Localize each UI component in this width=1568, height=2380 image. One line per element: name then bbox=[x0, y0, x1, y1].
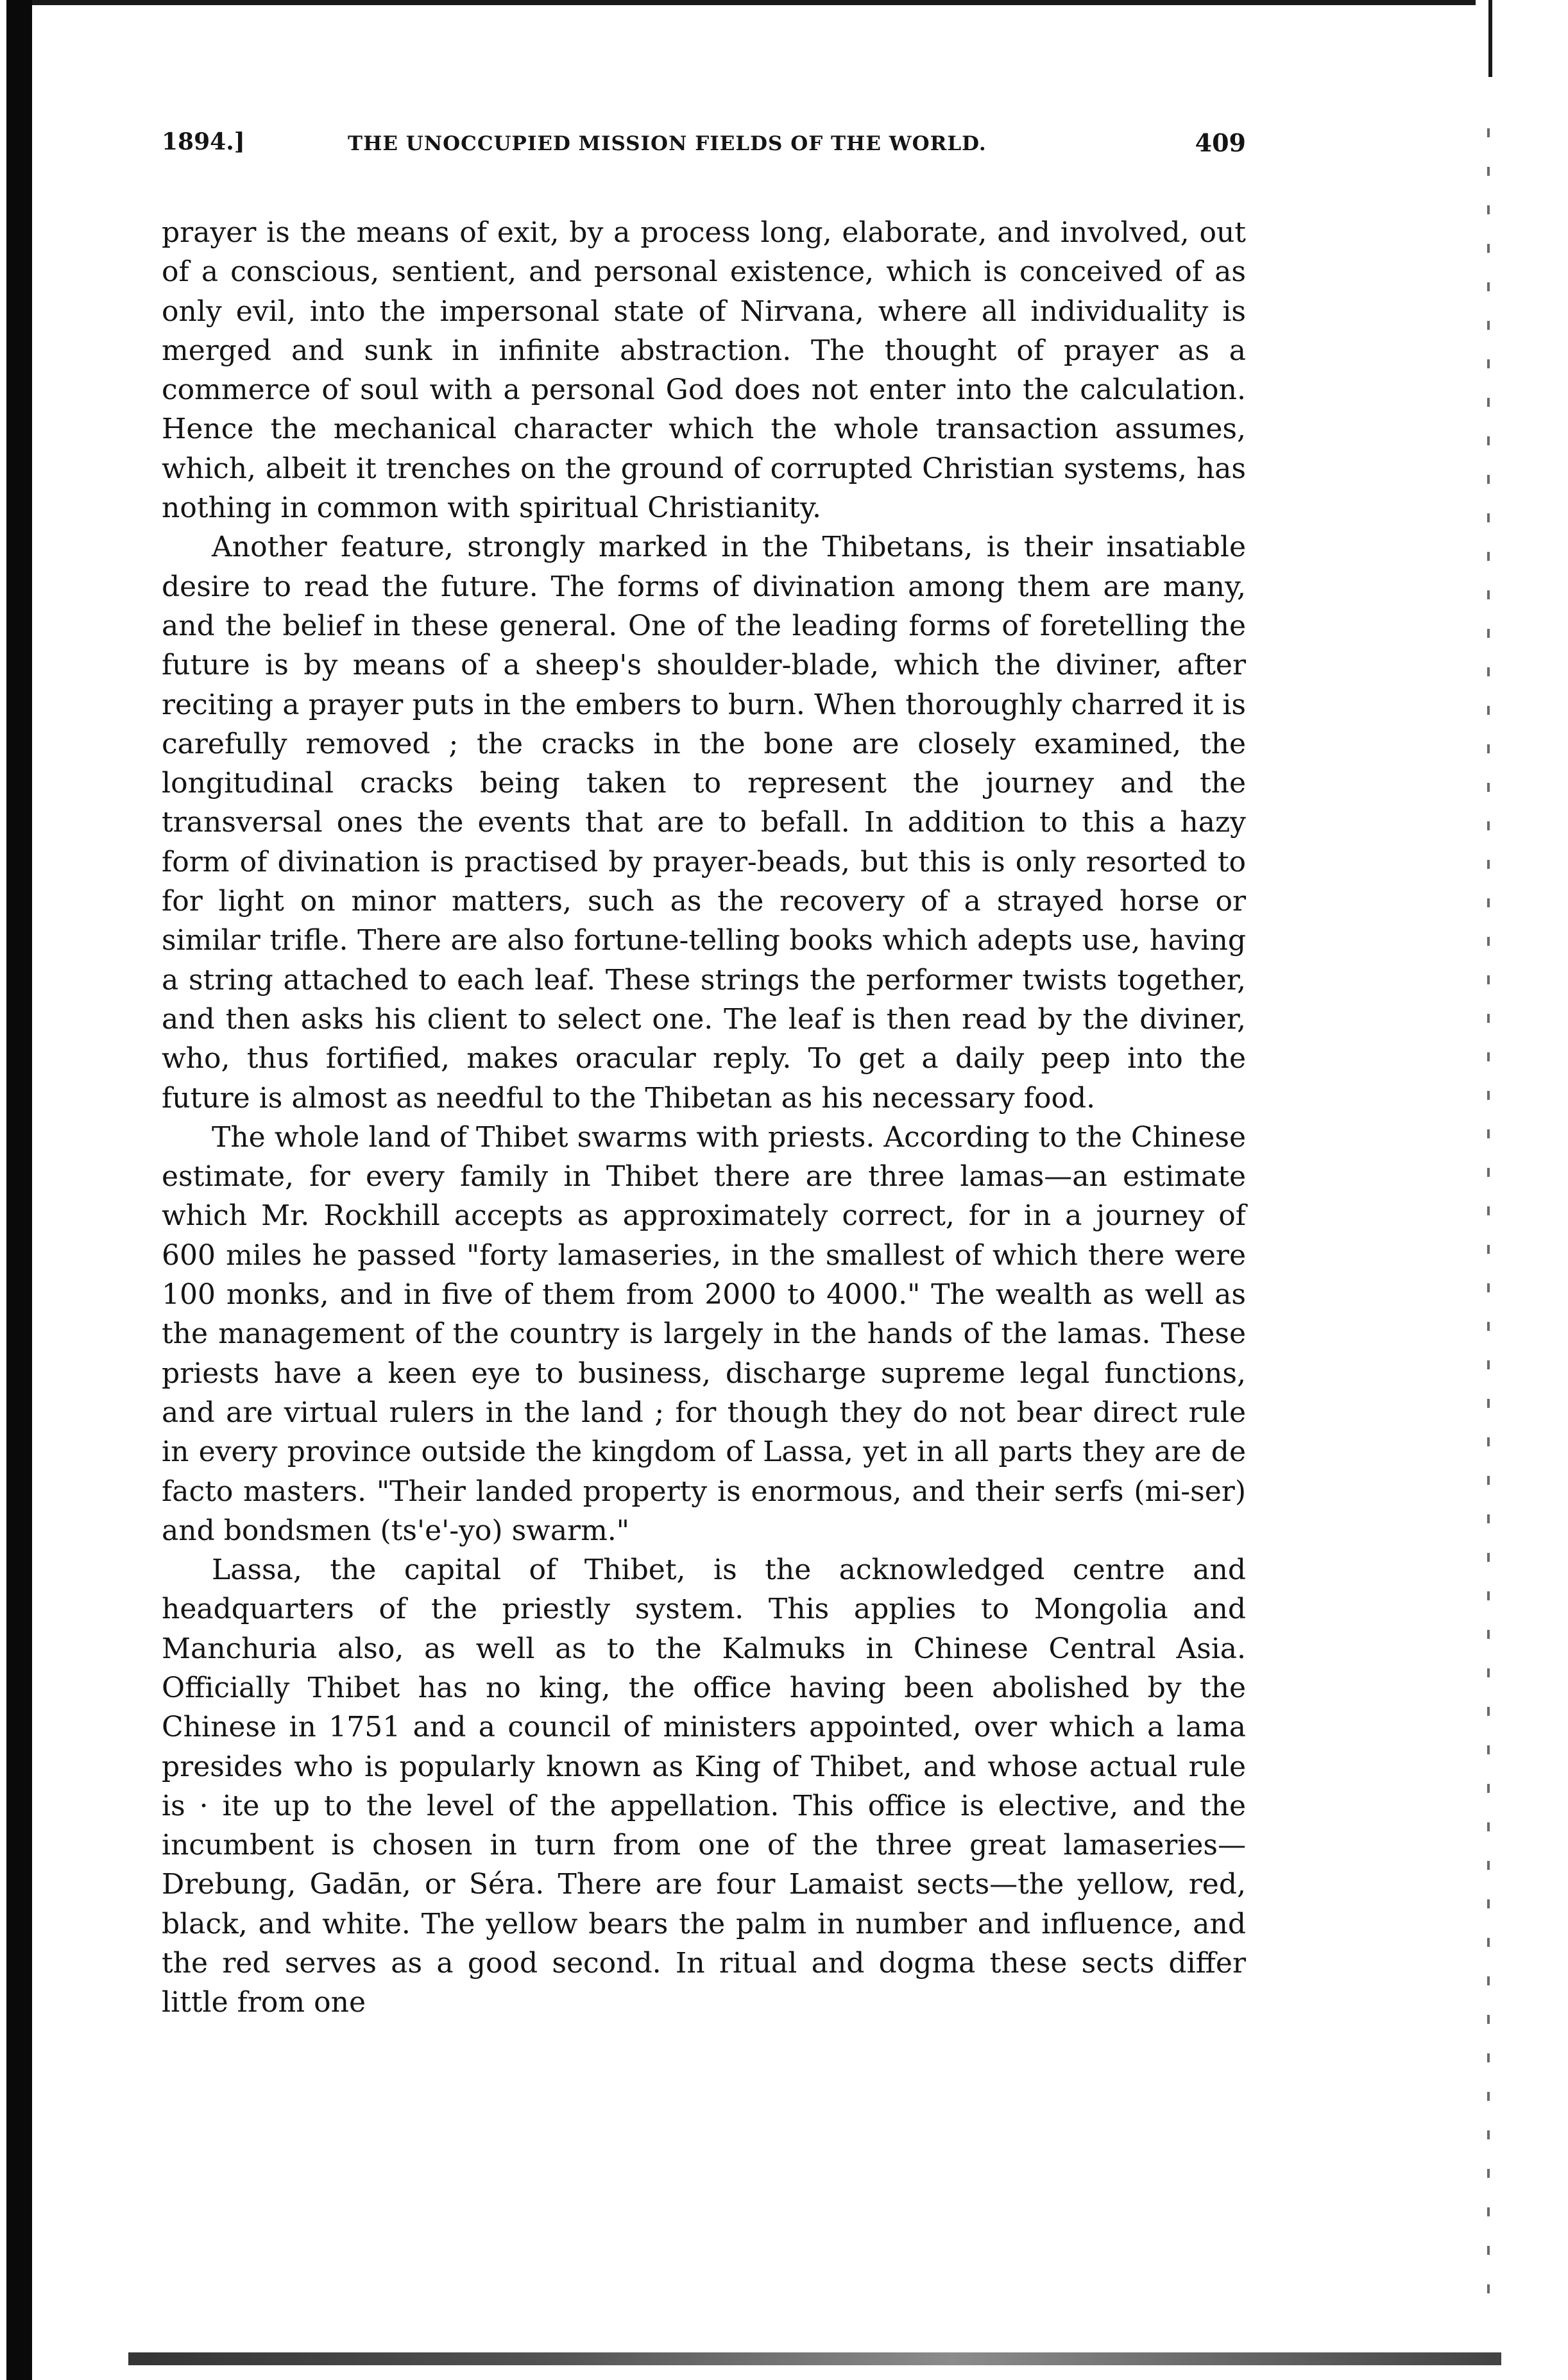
paragraph: Another feature, strongly marked in the Thibetans, is their insatiable desire to read the future. The forms of divination among them are many, and the belief in these general. One of the leading forms of foretelling the future is by means of a sheep's shoulder-blade, which the diviner, after reciting a prayer puts in the embers to burn. When thoroughly charred it is carefully removed ; the cracks in the bone are closely examined, the longitudinal cracks being taken to represent the journey and the transversal ones the events that are to befall. In addition to this a hazy form of divination is practised by prayer-beads, but this is only resorted to for light on minor matters, such as the recovery of a strayed horse or similar trifle. There are also fortune-telling books which adepts use, having a string attached to each leaf. These strings the performer twists together, and then asks his client to select one. The leaf is then read by the diviner, who, thus fortified, makes oracular reply. To get a daily peep into the future is almost as needful to the Thibetan as his necessary food. bbox=[162, 531, 1246, 1115]
running-title: THE UNOCCUPIED MISSION FIELDS OF THE WORLD. bbox=[348, 132, 987, 155]
paragraph: Lassa, the capital of Thibet, is the acknowledged centre and headquarters of the priestly system. This applies to Mongolia and Manchuria also, as well as to the Kalmuks in Chinese Central Asia. Officially Thibet has no king, the office having been abolished by the Chinese in 1751 and a council of ministers appointed, over which a lama presides who is popularly known as King of Thibet, and whose actual rule is · ite up to the level of the appellation. This office is elective, and the incumbent is chosen in turn from one of the three great lamaseries—Drebung, Gadān, or Séra. There are four Lamaist sects—the yellow, red, black, and white. The yellow bears the palm in number and influence, and the red serves as a good second. In ritual and dogma these sects differ little from one bbox=[162, 1554, 1246, 2019]
running-header bbox=[162, 128, 1246, 167]
scan-border-right-top bbox=[1488, 0, 1492, 77]
paragraph: prayer is the means of exit, by a process long, elaborate, and involved, out of a conscious, sentient, and personal existence, which is conceived of as only evil, into the impersonal state of Nirvana, where all individuality is merged and sunk in infinite abstraction. The thought of prayer as a commerce of soul with a personal God does not enter into the calculation. Hence the mechanical character which the whole transaction assumes, which, albeit it trenches on the ground of corrupted Christian systems, has nothing in common with spiritual Christianity. bbox=[162, 216, 1246, 525]
body-text bbox=[162, 213, 1246, 2023]
scan-border-left bbox=[6, 0, 32, 2380]
page-number: 409 bbox=[1195, 128, 1246, 157]
header-year: 1894.] bbox=[162, 128, 245, 155]
scan-border-bottom bbox=[128, 2352, 1501, 2365]
book-page bbox=[162, 128, 1246, 2023]
scan-border-top bbox=[32, 0, 1476, 5]
paragraph: The whole land of Thibet swarms with priests. According to the Chinese estimate, for every family in Thibet there are three lamas—an estimate which Mr. Rockhill accepts as approximately correct, for in a journey of 600 miles he passed "forty lamaseries, in the smallest of which there were 100 monks, and in five of them from 2000 to 4000." The wealth as well as the management of the country is largely in the hands of the lamas. These priests have a keen eye to business, discharge supreme legal functions, and are virtual rulers in the land ; for though they do not bear direct rule in every province outside the kingdom of Lassa, yet in all parts they are de facto masters. "Their landed property is enormous, and their serfs (mi-ser) and bondsmen (ts'e'-yo) swarm." bbox=[162, 1120, 1246, 1547]
scan-border-right bbox=[1487, 128, 1490, 2310]
